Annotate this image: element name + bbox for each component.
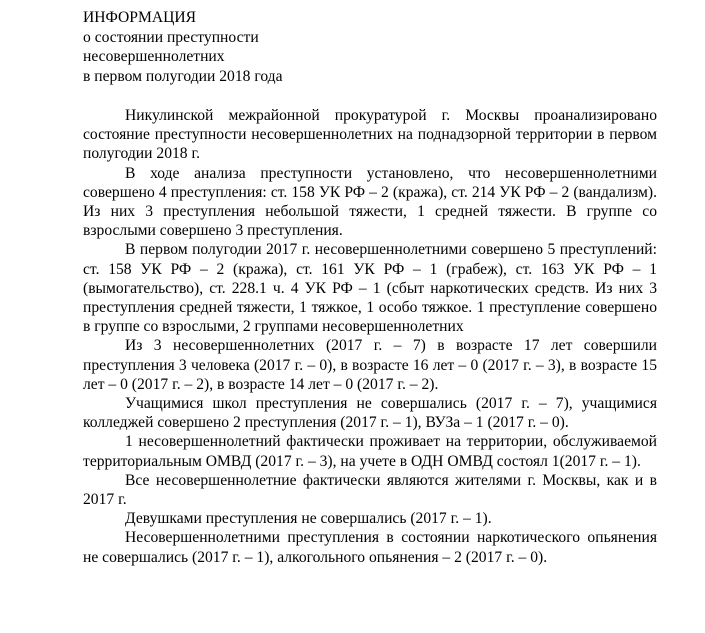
heading-title: ИНФОРМАЦИЯ (83, 9, 197, 26)
paragraph-analysis-2018: В ходе анализа преступности установлено, что несовершеннолетними совершено 4 преступления: ст. 158 УК РФ – 2 (кража), ст. 214 УК РФ – 2 (вандализм). Из них 3 преступления небольшой тяжести, 1 средней тяжести. В группе со взрослыми совершено 3 преступления. (83, 164, 657, 240)
paragraph-residence: 1 несовершеннолетний фактически проживает на территории, обслуживаемой территориальным ОМВД (2017 г. – 3), на учете в ОДН ОМВД состоял 1(2017 г. – 1). (83, 433, 657, 470)
heading-subtitle-line: о состоянии преступности (83, 28, 259, 46)
document-body (83, 106, 657, 567)
paragraph-comparison-2017: В первом полугодии 2017 г. несовершеннолетними совершено 5 преступлений: ст. 158 УК РФ – 2 (кража), ст. 161 УК РФ – 1 (грабеж), ст. 163 УК РФ – 1 (вымогательство), ст. 228.1 ч. 4 УК РФ – 1 (сбыт наркотических средств. Из них 3 преступления средней тяжести, 1 тяжкое, 1 особо тяжкое. 1 преступление совершено в группе со взрослыми, 2 группами несовершеннолетних (83, 241, 657, 336)
paragraph-moscow-residents: Все несовершеннолетние фактически являются жителями г. Москвы, как и в 2017 г. (83, 471, 657, 509)
paragraph-age-breakdown: Из 3 несовершеннолетних (2017 г. – 7) в возрасте 17 лет совершили преступления 3 человека (2017 г. – 0), в возрасте 16 лет – 0 (2017 г. – 3), в возрасте 15 лет – 0 (2017 г. – 2), в возрасте 14 лет – 0 (2017 г. – 2). (83, 337, 657, 393)
heading-subtitle-line: в первом полугодии 2018 года (83, 67, 283, 85)
paragraph-girls: Девушками преступления не совершались (2017 г. – 1). (125, 510, 492, 528)
paragraph-students: Учащимися школ преступления не совершались (2017 г. – 7), учащимися колледжей совершено 2 преступления (2017 г. – 1), ВУЗа – 1 (2017 г. – 0). (83, 395, 657, 432)
paragraph-intro: Никулинской межрайонной прокуратурой г. Москвы проанализировано состояние преступности несовершеннолетних на поднадзорной территории в первом полугодии 2018 г. (83, 107, 657, 163)
paragraph-intoxication: Несовершеннолетними преступления в состоянии наркотического опьянения не совершались (2017 г. – 1), алкогольного опьянения – 2 (2017 г. – 0). (83, 529, 657, 566)
heading-subtitle-line: несовершеннолетних (83, 48, 225, 65)
document-heading (83, 8, 283, 86)
